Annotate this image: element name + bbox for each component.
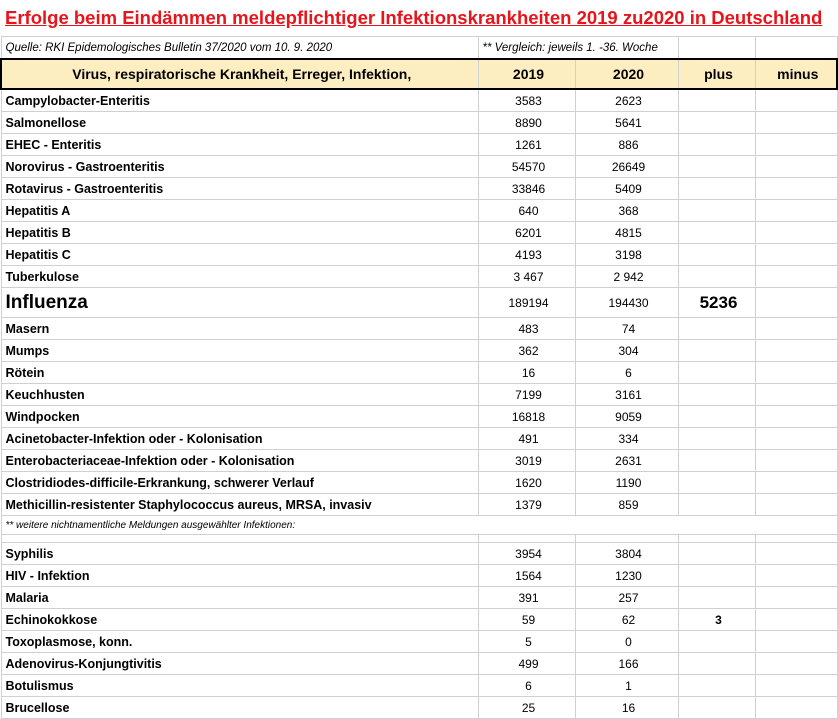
further-note: ** weitere nichtnamentliche Meldungen ausgewählter Infektionen:: [1, 516, 837, 535]
value-plus: 3: [678, 609, 755, 631]
value-2020: 368: [575, 200, 678, 222]
value-2020: 0: [575, 631, 678, 653]
value-minus: [755, 543, 837, 565]
table-row: [1, 288, 837, 318]
value-2019: 189194: [478, 288, 575, 318]
table-row: [1, 134, 837, 156]
value-minus: [755, 494, 837, 516]
value-minus: [755, 565, 837, 587]
value-minus: [755, 675, 837, 697]
value-plus: [678, 587, 755, 609]
disease-name: Keuchhusten: [1, 384, 478, 406]
value-2020: 3198: [575, 244, 678, 266]
table-row: [1, 318, 837, 340]
value-2019: 7199: [478, 384, 575, 406]
value-2020: 1230: [575, 565, 678, 587]
table-row: [1, 178, 837, 200]
value-minus: [755, 587, 837, 609]
table-row: [1, 565, 837, 587]
value-plus: [678, 406, 755, 428]
table-row: [1, 200, 837, 222]
table-row: [1, 587, 837, 609]
disease-name: Methicillin-resistenter Staphylococcus aureus, MRSA, invasiv: [1, 494, 478, 516]
disease-name: Salmonellose: [1, 112, 478, 134]
value-plus: [678, 543, 755, 565]
value-minus: [755, 89, 837, 112]
table-row: [1, 89, 837, 112]
page-title: Erfolge beim Eindämmen meldepflichtiger Infektionskrankheiten 2019 zu2020 in Deutschland: [5, 7, 823, 28]
value-minus: [755, 266, 837, 288]
value-plus: [678, 266, 755, 288]
value-plus: [678, 200, 755, 222]
value-2019: 1564: [478, 565, 575, 587]
value-minus: [755, 222, 837, 244]
value-2019: 59: [478, 609, 575, 631]
value-plus: [678, 340, 755, 362]
header-plus: plus: [678, 59, 755, 89]
value-2019: 391: [478, 587, 575, 609]
value-2019: 25: [478, 697, 575, 719]
empty-cell: [478, 535, 575, 543]
value-2019: 1261: [478, 134, 575, 156]
disease-name: Windpocken: [1, 406, 478, 428]
value-plus: [678, 362, 755, 384]
disease-name: Tuberkulose: [1, 266, 478, 288]
value-2019: 3019: [478, 450, 575, 472]
value-2020: 16: [575, 697, 678, 719]
disease-name: Syphilis: [1, 543, 478, 565]
value-2019: 362: [478, 340, 575, 362]
value-2020: 304: [575, 340, 678, 362]
disease-name: Toxoplasmose, konn.: [1, 631, 478, 653]
value-plus: [678, 472, 755, 494]
further-note-row: [1, 516, 837, 535]
empty-cell: [1, 535, 478, 543]
value-2019: 4193: [478, 244, 575, 266]
spacer-row: [1, 535, 837, 543]
value-2020: 4815: [575, 222, 678, 244]
disease-name: Mumps: [1, 340, 478, 362]
disease-name: Rötein: [1, 362, 478, 384]
disease-name: Hepatitis A: [1, 200, 478, 222]
value-2020: 2 942: [575, 266, 678, 288]
table-row: [1, 406, 837, 428]
table-row: [1, 112, 837, 134]
header-2019: 2019: [478, 59, 575, 89]
value-plus: [678, 697, 755, 719]
disease-name: HIV - Infektion: [1, 565, 478, 587]
value-2019: 491: [478, 428, 575, 450]
table-row: [1, 653, 837, 675]
disease-name: Masern: [1, 318, 478, 340]
disease-name: Hepatitis B: [1, 222, 478, 244]
empty-cell: [575, 535, 678, 543]
value-minus: [755, 112, 837, 134]
value-plus: [678, 428, 755, 450]
table-row: [1, 362, 837, 384]
value-2020: 5409: [575, 178, 678, 200]
disease-name: Malaria: [1, 587, 478, 609]
value-minus: [755, 428, 837, 450]
disease-name: Echinokokkose: [1, 609, 478, 631]
disease-name: Clostridiodes-difficile-Erkrankung, schwerer Verlauf: [1, 472, 478, 494]
value-2020: 859: [575, 494, 678, 516]
value-2020: 2623: [575, 89, 678, 112]
table-row: [1, 472, 837, 494]
header-minus: minus: [755, 59, 837, 89]
value-minus: [755, 178, 837, 200]
disease-name: Brucellose: [1, 697, 478, 719]
value-2020: 166: [575, 653, 678, 675]
value-2019: 3583: [478, 89, 575, 112]
value-2020: 886: [575, 134, 678, 156]
value-plus: [678, 222, 755, 244]
value-minus: [755, 653, 837, 675]
value-minus: [755, 450, 837, 472]
value-plus: [678, 450, 755, 472]
disease-name: Acinetobacter-Infektion oder - Kolonisation: [1, 428, 478, 450]
value-plus: [678, 178, 755, 200]
table-row: [1, 675, 837, 697]
data-table: [0, 36, 838, 719]
value-2019: 483: [478, 318, 575, 340]
value-minus: [755, 156, 837, 178]
value-minus: [755, 609, 837, 631]
disease-name: Botulismus: [1, 675, 478, 697]
table-row: [1, 631, 837, 653]
value-minus: [755, 318, 837, 340]
value-plus: [678, 244, 755, 266]
table-row: [1, 697, 837, 719]
table-row: [1, 609, 837, 631]
value-plus: [678, 675, 755, 697]
value-2020: 2631: [575, 450, 678, 472]
value-plus: [678, 653, 755, 675]
value-minus: [755, 200, 837, 222]
value-2019: 3954: [478, 543, 575, 565]
value-plus: [678, 156, 755, 178]
value-2020: 1: [575, 675, 678, 697]
value-minus: [755, 472, 837, 494]
value-plus: [678, 384, 755, 406]
value-2020: 6: [575, 362, 678, 384]
value-minus: [755, 134, 837, 156]
value-2020: 5641: [575, 112, 678, 134]
value-minus: [755, 362, 837, 384]
value-2019: 6201: [478, 222, 575, 244]
value-2019: 8890: [478, 112, 575, 134]
value-2019: 499: [478, 653, 575, 675]
value-plus: [678, 565, 755, 587]
value-minus: [755, 697, 837, 719]
value-plus: 5236: [678, 288, 755, 318]
value-2020: 62: [575, 609, 678, 631]
source-text: Quelle: RKI Epidemologisches Bulletin 37/2020 vom 10. 9. 2020: [1, 37, 478, 60]
value-plus: [678, 318, 755, 340]
empty-cell: [755, 37, 837, 60]
table-row: [1, 384, 837, 406]
value-minus: [755, 288, 837, 318]
value-2019: 33846: [478, 178, 575, 200]
value-2019: 6: [478, 675, 575, 697]
table-row: [1, 494, 837, 516]
value-minus: [755, 244, 837, 266]
table-row: [1, 428, 837, 450]
table-row: [1, 266, 837, 288]
value-plus: [678, 631, 755, 653]
empty-cell: [678, 37, 755, 60]
disease-name: EHEC - Enteritis: [1, 134, 478, 156]
value-plus: [678, 134, 755, 156]
table-row: [1, 222, 837, 244]
disease-name: Influenza: [1, 288, 478, 318]
disease-name: Enterobacteriaceae-Infektion oder - Kolonisation: [1, 450, 478, 472]
header-row: [1, 59, 837, 89]
empty-cell: [755, 535, 837, 543]
empty-cell: [678, 535, 755, 543]
value-minus: [755, 384, 837, 406]
value-2020: 3804: [575, 543, 678, 565]
value-plus: [678, 112, 755, 134]
disease-name: Rotavirus - Gastroenteritis: [1, 178, 478, 200]
table-row: [1, 244, 837, 266]
value-minus: [755, 406, 837, 428]
disease-name: Campylobacter-Enteritis: [1, 89, 478, 112]
value-2020: 74: [575, 318, 678, 340]
source-row: [1, 37, 837, 60]
value-2019: 1379: [478, 494, 575, 516]
value-2020: 9059: [575, 406, 678, 428]
value-2019: 640: [478, 200, 575, 222]
comparison-note: ** Vergleich: jeweils 1. -36. Woche: [478, 37, 678, 60]
table-body: [1, 37, 837, 719]
value-plus: [678, 89, 755, 112]
disease-name: Norovirus - Gastroenteritis: [1, 156, 478, 178]
table-row: [1, 340, 837, 362]
value-2020: 194430: [575, 288, 678, 318]
disease-name: Adenovirus-Konjungtivitis: [1, 653, 478, 675]
value-minus: [755, 631, 837, 653]
value-2019: 3 467: [478, 266, 575, 288]
header-disease: Virus, respiratorische Krankheit, Erreger, Infektion,: [1, 59, 478, 89]
value-minus: [755, 340, 837, 362]
table-row: [1, 450, 837, 472]
value-2020: 3161: [575, 384, 678, 406]
value-2019: 16: [478, 362, 575, 384]
value-2020: 257: [575, 587, 678, 609]
value-2020: 1190: [575, 472, 678, 494]
value-2019: 5: [478, 631, 575, 653]
table-row: [1, 543, 837, 565]
value-2020: 26649: [575, 156, 678, 178]
disease-name: Hepatitis C: [1, 244, 478, 266]
value-2019: 1620: [478, 472, 575, 494]
value-2019: 16818: [478, 406, 575, 428]
value-2020: 334: [575, 428, 678, 450]
value-plus: [678, 494, 755, 516]
value-2019: 54570: [478, 156, 575, 178]
table-row: [1, 156, 837, 178]
header-2020: 2020: [575, 59, 678, 89]
